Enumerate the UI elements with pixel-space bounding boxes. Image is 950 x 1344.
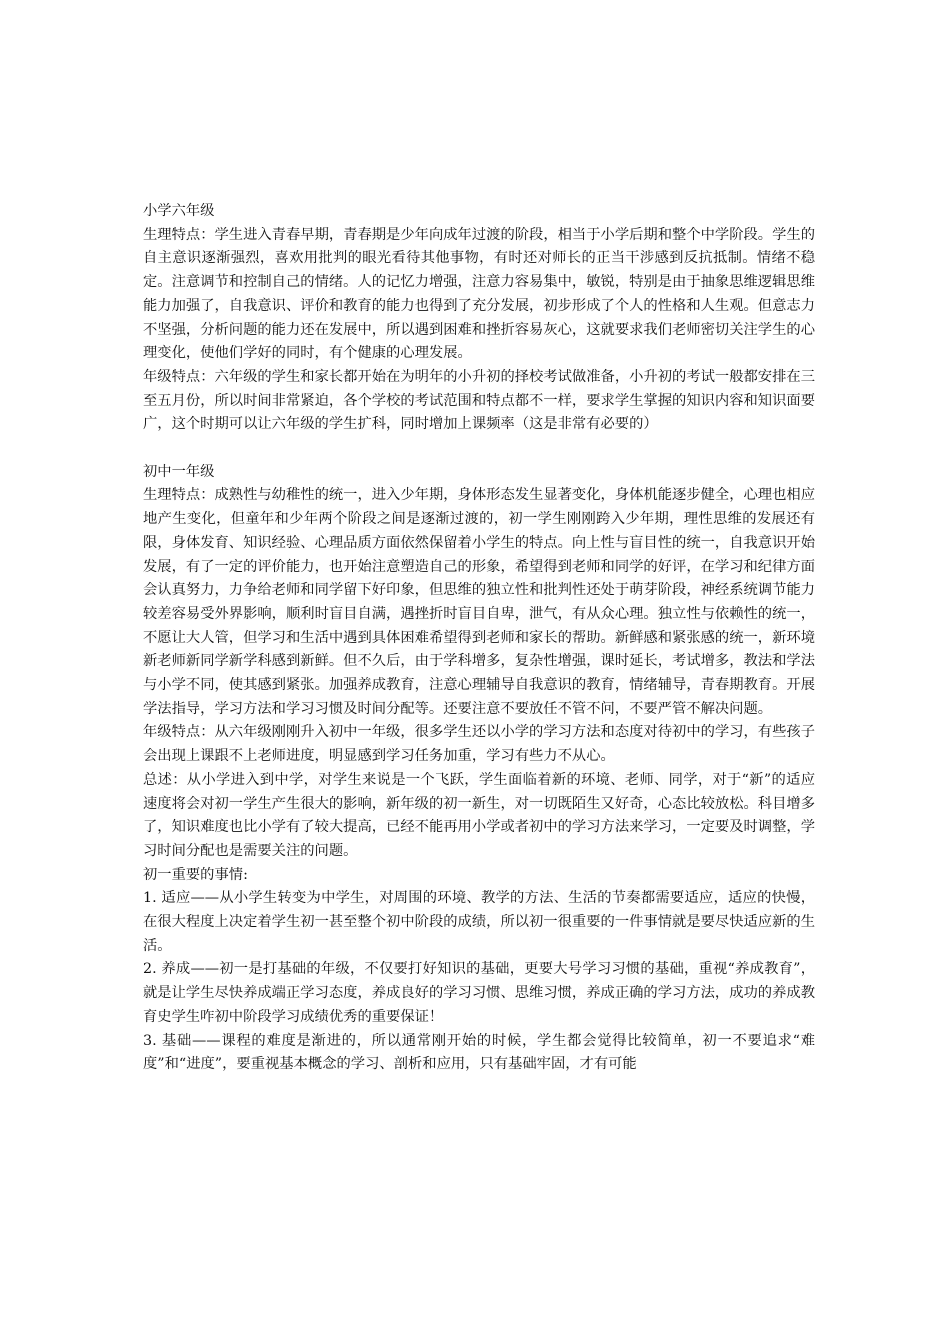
paragraph-grade-features: 年级特点：从六年级刚刚升入初中一年级，很多学生还以小学的学习方法和态度对待初中的学习，有些孩子会出现上课跟不上老师进度，明显感到学习任务加重，学习有些力不从心。: [143, 724, 815, 765]
section-title: 初中一年级: [143, 463, 215, 480]
paragraph-grade-features: 年级特点：六年级的学生和家长都开始在为明年的小升初的择校考试做准备，小升初的考试一般都安排在三至五月份，所以时间非常紧迫，各个学校的考试范围和特点都不一样，要求学生掌握的知识内容和知识面要广，这个时期可以让六年级的学生扩科，同时增加上课频率（这是非常有必要的）: [143, 368, 815, 433]
list-item: 3. 基础——课程的难度是渐进的，所以通常刚开始的时候，学生都会觉得比较简单，初一不要追求“难度”和“进度”，要重视基本概念的学习、剖析和应用，只有基础牢固，才有可能: [143, 1032, 815, 1073]
list-item: 1. 适应——从小学生转变为中学生，对周围的环境、教学的方法、生活的节奏都需要适应，适应的快慢，在很大程度上决定着学生初一甚至整个初中阶段的成绩，所以初一很重要的一件事情就是要尽快适应新的生活。: [143, 890, 815, 954]
paragraph-important-heading: 初一重要的事情:: [143, 866, 248, 883]
paragraph-physiology: 生理特点：成熟性与幼稚性的统一，进入少年期，身体形态发生显著变化，身体机能逐步健全，心理也相应地产生变化，但童年和少年两个阶段之间是逐渐过渡的，初一学生刚刚跨入少年期，理性思维的发展还有限，身体发育、知识经验、心理品质方面依然保留着小学生的特点。向上性与盲目性的统一，自我意识开始发展，有了一定的评价能力，也开始注意塑造自己的形象，希望得到老师和同学的好评，在学习和纪律方面会认真努力，力争给老师和同学留下好印象，但思维的独立性和批判性还处于萌芽阶段，神经系统调节能力较差容易受外界影响，顺利时盲目自满，遇挫折时盲目自卑，泄气，有从众心理。独立性与依赖性的统一，不愿让大人管，但学习和生活中遇到具体困难希望得到老师和家长的帮助。新鲜感和紧张感的统一，新环境新老师新同学新学科感到新鲜。但不久后，由于学科增多，复杂性增强，课时延长，考试增多，教法和学法与小学不同，使其感到紧张。加强养成教育，注意心理辅导自我意识的教育，情绪辅导，青春期教育。开展学法指导，学习方法和学习习惯及时间分配等。还要注意不要放任不管不问，不要严管不解决问题。: [143, 487, 815, 717]
list-item: 2. 养成——初一是打基础的年级，不仅要打好知识的基础，更要大号学习习惯的基础，重视“养成教育”，就是让学生尽快养成端正学习态度，养成良好的学习习惯、思维习惯，养成正确的学习方法，成功的养成教育史学生咋初中阶段学习成绩优秀的重要保证！: [143, 961, 815, 1025]
paragraph-summary: 总述：从小学进入到中学，对学生来说是一个飞跃，学生面临着新的环境、老师、同学，对于“新”的适应速度将会对初一学生产生很大的影响，新年级的初一新生，对一切既陌生又好奇，心态比较放松。科目增多了，知识难度也比小学有了较大提高，已经不能再用小学或者初中的学习方法来学习，一定要及时调整，学习时间分配也是需要关注的问题。: [143, 771, 815, 859]
document-body: [143, 200, 815, 1077]
blank-line: [143, 437, 815, 461]
section-title: 小学六年级: [143, 203, 215, 219]
paragraph-physiology: 生理特点：学生进入青春早期，青春期是少年向成年过渡的阶段，相当于小学后期和整个中学阶段。学生的自主意识逐渐强烈，喜欢用批判的眼光看待其他事物，有时还对师长的正当干涉感到反抗抵制。情绪不稳定。注意调节和控制自己的情绪。人的记忆力增强，注意力容易集中，敏锐，特别是由于抽象思维逻辑思维能力加强了，自我意识、评价和教育的能力也得到了充分发展，初步形成了个人的性格和人生观。但意志力不坚强，分析问题的能力还在发展中，所以遇到困难和挫折容易灰心，这就要求我们老师密切关注学生的心理变化，使他们学好的同时，有个健康的心理发展。: [143, 226, 815, 362]
